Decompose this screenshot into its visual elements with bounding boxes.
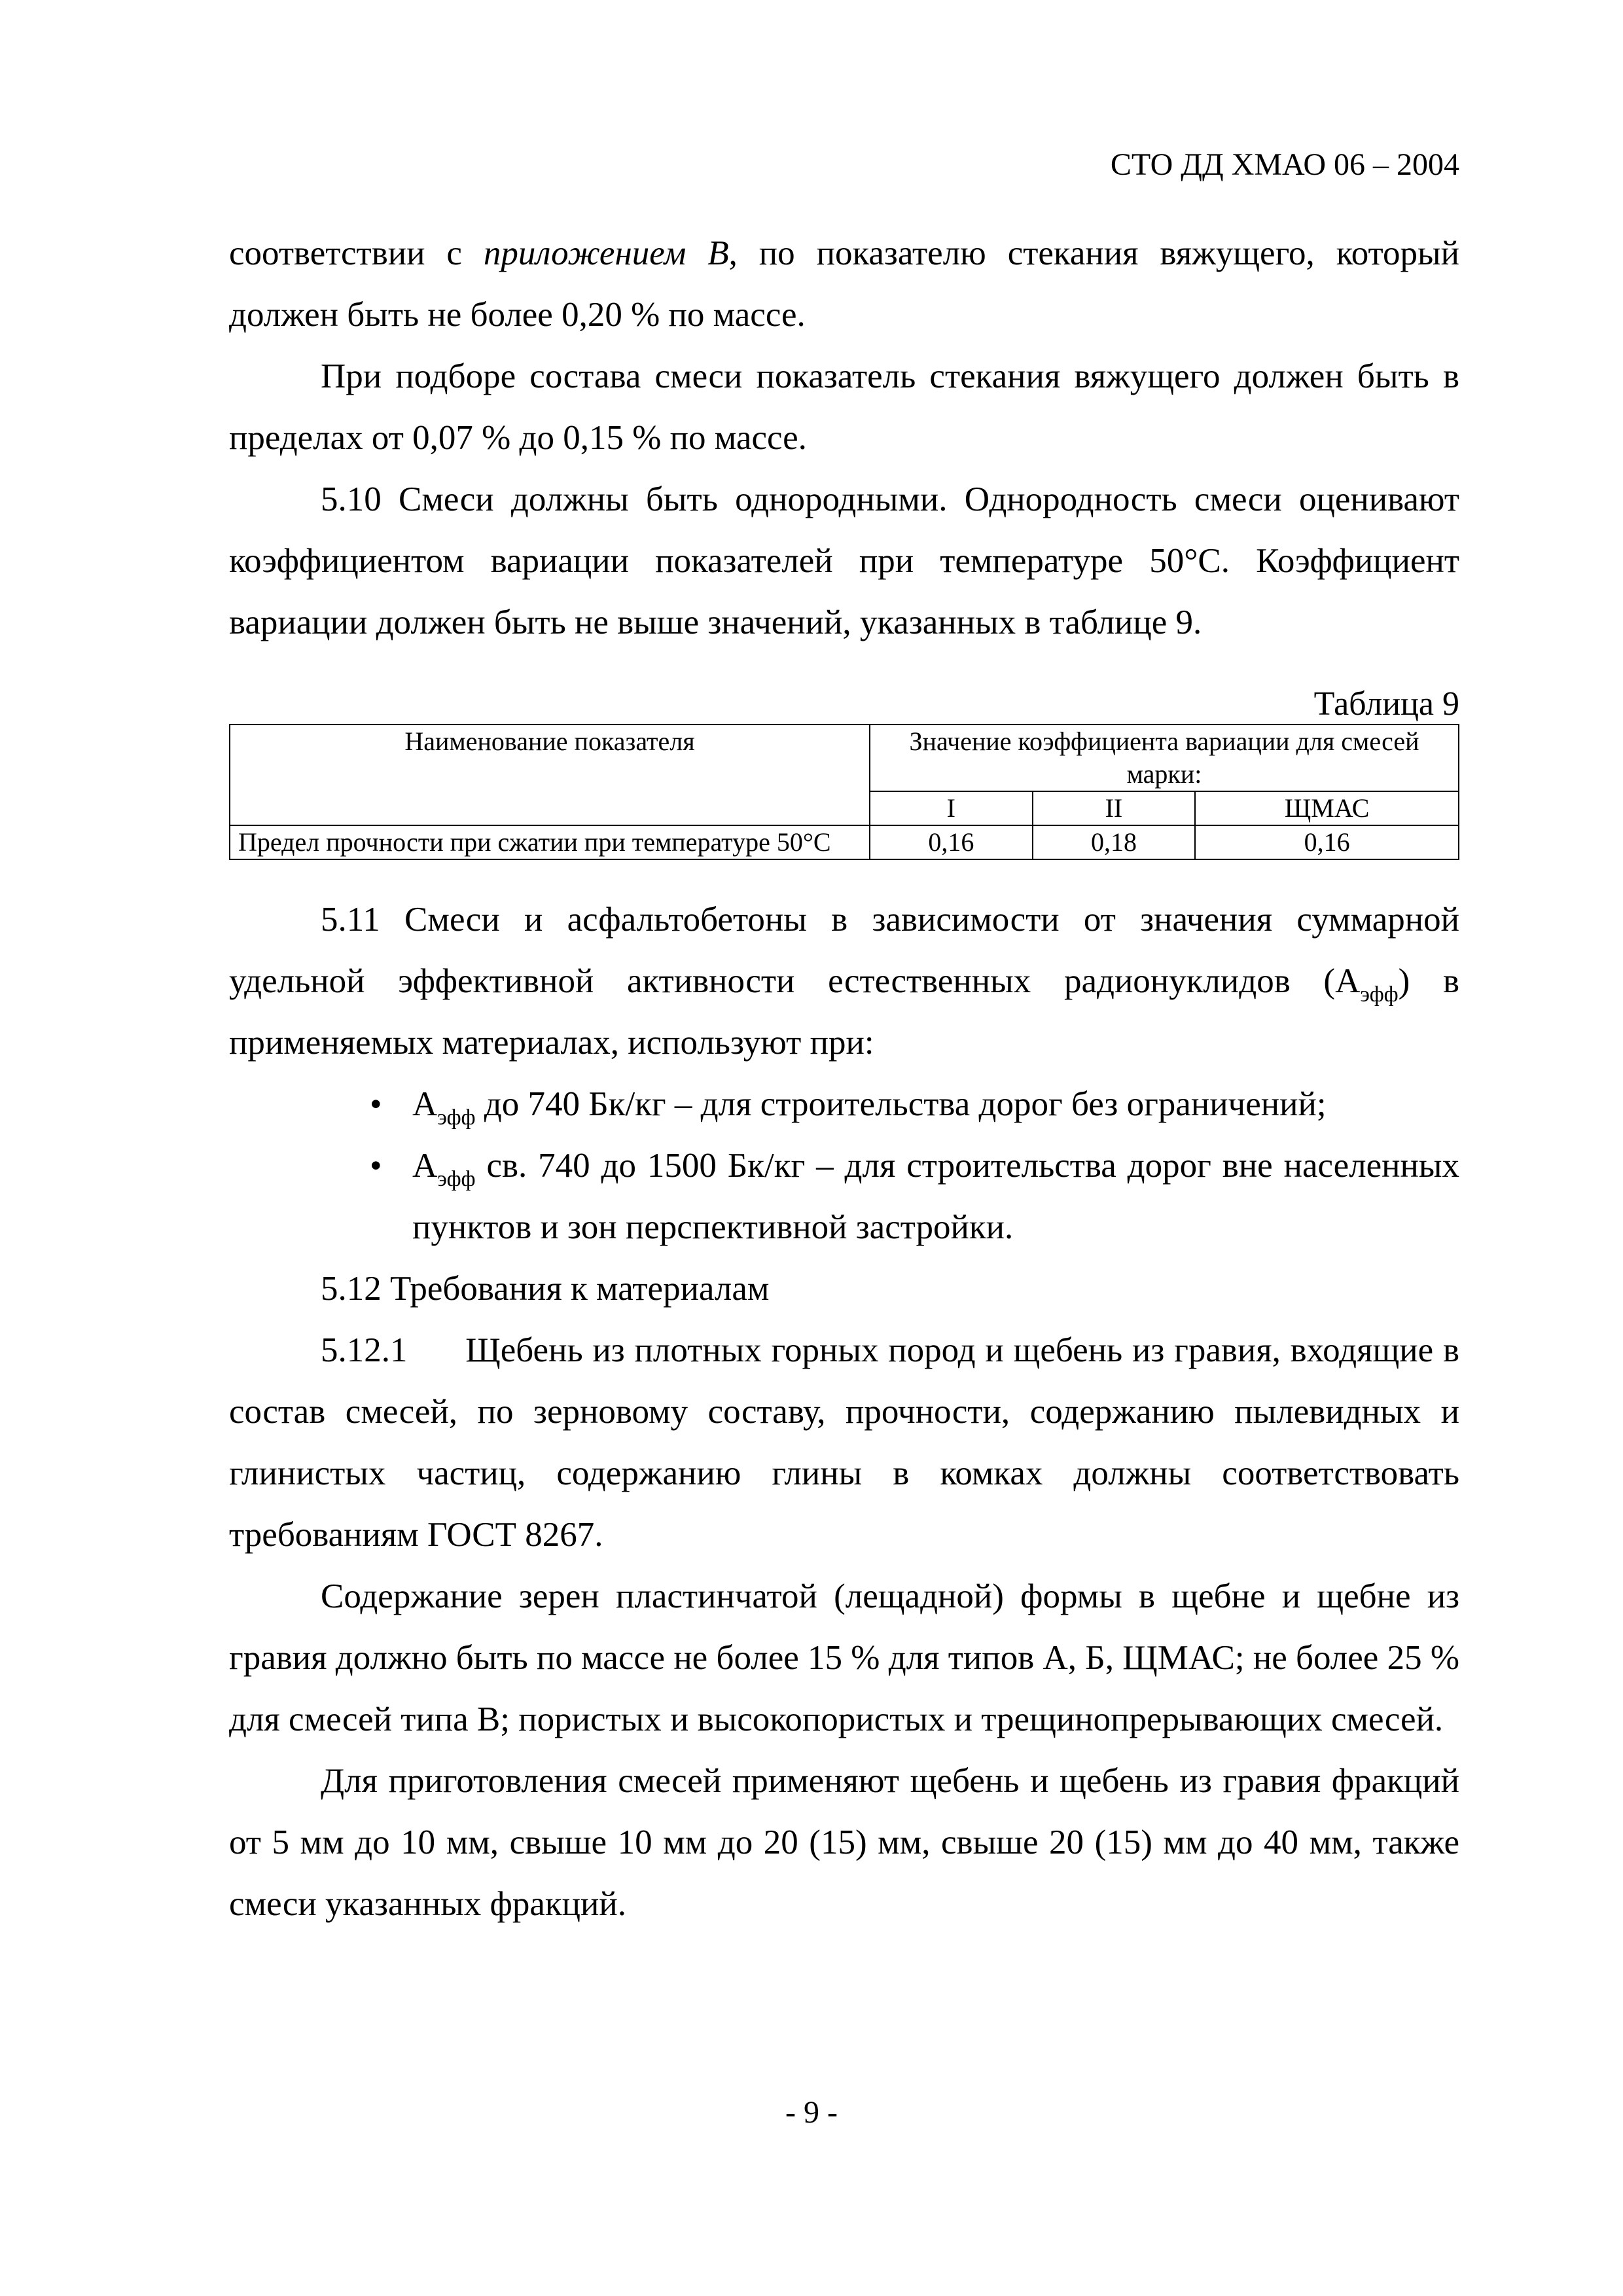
grade-3: ЩМАС	[1195, 791, 1459, 825]
paragraph-5-11	[229, 889, 1459, 1073]
paragraph-2: При подборе состава смеси показатель стекания вяжущего должен быть в пределах от 0,07 % до 0,15 % по массе.	[229, 357, 1459, 457]
bullet-icon: •	[370, 1147, 382, 1185]
paragraph-5-12-1: 5.12.1 Щебень из плотных горных пород и щебень из гравия, входящие в состав смесей, по зерновому составу, прочности, содержанию пылевидных и глинистых частиц, содержанию глины в комках должны соответствовать требованиям ГОСТ 8267.	[229, 1331, 1469, 1554]
item-text: св. 740 до 1500 Бк/кг – для строительства дорог вне населенных пунктов и зон перспективной застройки.	[412, 1147, 1459, 1246]
grade-2: II	[1033, 791, 1196, 825]
activity-list	[229, 1073, 1459, 1258]
header-indicator-name: Наименование показателя	[230, 725, 870, 825]
item-sub: эфф	[437, 1167, 476, 1191]
value-grade-1: 0,16	[870, 825, 1033, 859]
list-item	[229, 1135, 1459, 1258]
paragraph-flat-grains: Содержание зерен пластинчатой (лещадной) формы в щебне и щебне из гравия должно быть по массе не более 15 % для типов А, Б, ЩМАС; не более 25 % для смесей типа В; пористых и высокопористых и трещинопрерывающих смесей.	[229, 1577, 1459, 1738]
document-code: СТО ДД ХМАО 06 – 2004	[1110, 147, 1459, 182]
item-sub: эфф	[437, 1105, 476, 1130]
paragraph-5-10: 5.10 Смеси должны быть однородными. Однородность смеси оценивают коэффициентом вариации показателей при температуре 50°С. Коэффициент вариации должен быть не выше значений, указанных в таблице 9.	[229, 480, 1459, 641]
table-row	[230, 825, 1459, 859]
p4-sub: эфф	[1360, 982, 1399, 1007]
paragraph-fractions: Для приготовления смесей применяют щебень и щебень из гравия фракций от 5 мм до 10 мм, свыше 10 мм до 20 (15) мм, свыше 20 (15) мм до 40 мм, также смеси указанных фракций.	[229, 1762, 1459, 1923]
item-text: до 740 Бк/кг – для строительства дорог без ограничений;	[475, 1085, 1327, 1123]
paragraph-5-12: 5.12 Требования к материалам	[321, 1270, 770, 1308]
paragraph-1	[229, 223, 1459, 346]
grade-1: I	[870, 791, 1033, 825]
p4-pre: 5.11 Смеси и асфальтобетоны в зависимости от значения суммарной удельной эффективной активности естественных радионуклидов (А	[229, 901, 1459, 1000]
row-indicator-name: Предел прочности при сжатии при температуре 50°С	[230, 825, 870, 859]
value-grade-3: 0,16	[1195, 825, 1459, 859]
table-header-row	[230, 725, 1459, 791]
header-variation-value: Значение коэффициента вариации для смесей марки:	[870, 725, 1459, 791]
list-item	[229, 1073, 1459, 1135]
table-9	[229, 724, 1459, 860]
bullet-icon: •	[370, 1085, 382, 1123]
p1-post: , по показателю стекания вяжущего, который должен быть не более 0,20 % по массе.	[229, 234, 1459, 334]
p4-post: ) в применяемых материалах, используют при:	[229, 962, 1459, 1062]
appendix-reference: приложением В	[483, 234, 729, 272]
page-number: - 9 -	[785, 2095, 838, 2130]
item-a: А	[412, 1147, 438, 1185]
p1-pre: соответствии с	[229, 234, 484, 272]
item-a: А	[412, 1085, 438, 1123]
table-caption: Таблица 9	[1313, 685, 1459, 723]
value-grade-2: 0,18	[1033, 825, 1196, 859]
page-body	[229, 223, 1469, 1935]
